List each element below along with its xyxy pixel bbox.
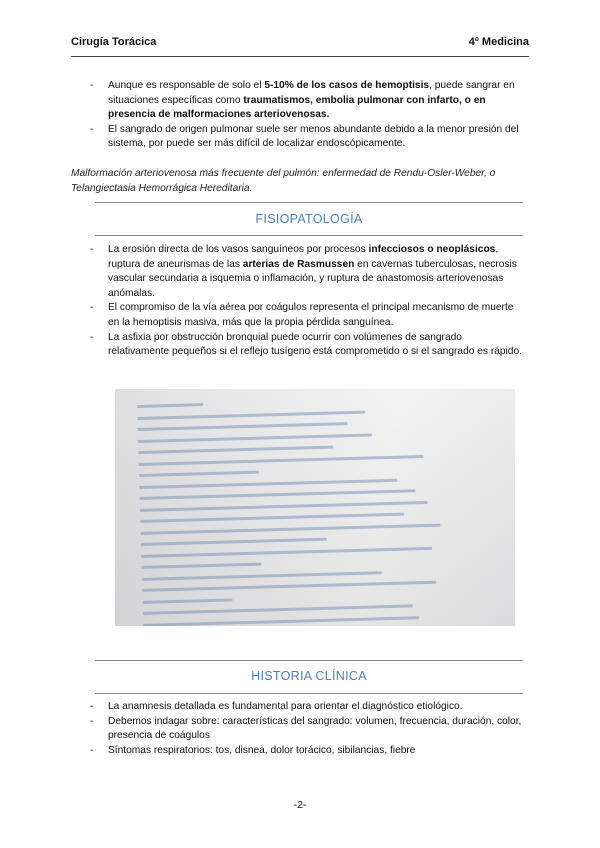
text: Aunque es responsable de solo el [108, 80, 265, 91]
text: El sangrado de origen pulmonar suele ser menos abundante debido a la menor presión del sistema, por puede ser más difícil de localizar endoscópicamente. [108, 123, 519, 150]
text: El compromiso de la vía aérea por coágulos representa el principal mecanismo de muerte en la hemoptisis masiva, más que la propia pérdida sanguínea. [108, 302, 514, 328]
list-item [71, 700, 523, 715]
text: Síntomas respiratorios: tos, disnea, dolor torácico, sibilancias, fiebre [108, 744, 416, 756]
section-divider-top [95, 202, 523, 203]
list-item [71, 123, 523, 152]
bold-text: 5-10% de los casos de hemoptisis [264, 80, 430, 91]
slide-text-lines [137, 397, 443, 626]
text: , puede sangrar en situaciones específicas como [108, 80, 515, 106]
projected-slide-photo [115, 389, 515, 626]
page-number: -2- [293, 799, 307, 811]
text: , ruptura de aneurismas de las [108, 244, 499, 270]
section-divider-top-2 [95, 660, 523, 661]
list-item [71, 331, 523, 360]
list-item [71, 301, 523, 330]
section-title-historia: HISTORIA CLÍNICA [251, 669, 367, 683]
bold-text: traumatismos, embolia pulmonar con infarto, o en presencia de malformaciones arteriovenosas. [108, 94, 486, 121]
text: La anamnesis detallada es fundamental para orientar el diagnóstico etiológico. [108, 701, 463, 712]
list-item [71, 79, 523, 123]
list-item [71, 243, 523, 301]
header-course: 4º Medicina [468, 36, 529, 48]
section-divider-bottom [95, 235, 523, 236]
section-divider-bottom-2 [95, 693, 523, 694]
header-divider [71, 56, 529, 57]
section-title-fisiopatologia: FISIOPATOLOGÍA [255, 212, 363, 226]
text: Debemos indagar sobre: características del sangrado: volumen, frecuencia, duración, color, presencia de coágulos [108, 715, 522, 742]
text: La asfixia por obstrucción bronquial puede ocurrir con volúmenes de sangrado relativamente pequeños si el reflejo tusígeno está comprometido o si el sangrado es rápido. [108, 331, 522, 358]
fisiopatologia-bullet-list [71, 243, 523, 360]
intro-bullet-list [71, 79, 523, 152]
historia-bullet-list [71, 700, 523, 758]
text: La erosión directa de los vasos sanguíneos por procesos [108, 244, 369, 255]
list-item [71, 744, 523, 759]
bold-text: infecciosos o neoplásicos [368, 244, 496, 255]
list-item [71, 715, 523, 744]
bold-text: arterias de Rasmussen [242, 258, 355, 270]
text: en cavernas tuberculosas, necrosis vascular secundaria a isquemia o inflamación, y ruptura de anastomosis arteriovenosas anómalas. [108, 258, 517, 299]
italic-note: Malformación arteriovenosa más frecuente del pulmón: enfermedad de Rendu-Osler-Weber, o Telangiectasia Hemorrágica Hereditaria. [71, 168, 496, 194]
header-subject: Cirugía Torácica [71, 36, 157, 48]
